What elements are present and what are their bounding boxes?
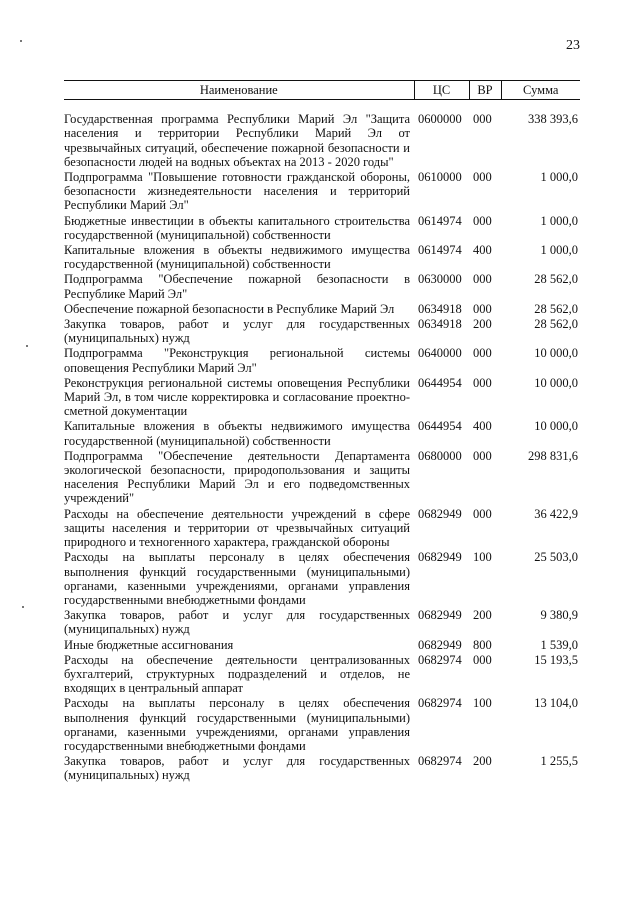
row-vr-code: 000 xyxy=(473,112,492,127)
row-cs-code: 0682974 xyxy=(418,754,462,769)
row-cs-code: 0600000 xyxy=(418,112,462,127)
row-sum: 28 562,0 xyxy=(534,317,578,332)
row-cs-code: 0640000 xyxy=(418,346,462,361)
table-row xyxy=(64,696,580,754)
row-cs-code: 0682974 xyxy=(418,696,462,711)
table-row xyxy=(64,243,580,272)
table-row xyxy=(64,608,580,637)
page-number: 23 xyxy=(566,38,580,53)
row-name: Государственная программа Республики Марий Эл "Защита населения и территории Республики Марий Эл от чрезвычайных ситуаций, обеспечение пожарной безопасности и безопасности людей на водных объектах на 2013 - 2020 годы" xyxy=(64,112,410,169)
row-name: Закупка товаров, работ и услуг для государственных (муниципальных) нужд xyxy=(64,608,410,637)
table-row xyxy=(64,317,580,346)
header-sum: Сумма xyxy=(501,81,580,100)
scan-speck xyxy=(26,345,28,347)
row-sum: 338 393,6 xyxy=(528,112,578,127)
row-sum: 298 831,6 xyxy=(528,448,578,463)
row-cs-code: 0630000 xyxy=(418,272,462,287)
row-vr-code: 400 xyxy=(473,419,492,434)
table-row xyxy=(64,170,580,214)
row-cs-code: 0682949 xyxy=(418,506,462,521)
row-vr-code: 000 xyxy=(473,346,492,361)
header-name: Наименование xyxy=(64,81,414,100)
row-sum: 1 255,5 xyxy=(540,754,578,769)
scan-speck xyxy=(22,606,24,608)
budget-table xyxy=(64,80,580,784)
table-row xyxy=(64,419,580,448)
row-sum: 1 000,0 xyxy=(540,243,578,258)
row-vr-code: 200 xyxy=(473,317,492,332)
row-cs-code: 0614974 xyxy=(418,243,462,258)
row-name: Капитальные вложения в объекты недвижимого имущества государственной (муниципальной) собственности xyxy=(64,419,410,448)
row-cs-code: 0682949 xyxy=(418,608,462,623)
scan-speck xyxy=(20,40,22,42)
table-row xyxy=(64,346,580,375)
row-vr-code: 200 xyxy=(473,608,492,623)
row-name: Подпрограмма "Обеспечение пожарной безопасности в Республике Марий Эл" xyxy=(64,272,410,301)
table-row xyxy=(64,112,580,170)
table-row xyxy=(64,214,580,243)
row-sum: 1 000,0 xyxy=(540,170,578,185)
row-cs-code: 0682949 xyxy=(418,637,462,652)
table-row xyxy=(64,550,580,608)
row-vr-code: 000 xyxy=(473,170,492,185)
table-header-row xyxy=(64,81,580,100)
row-vr-code: 000 xyxy=(473,448,492,463)
table-row xyxy=(64,449,580,507)
table-body xyxy=(64,100,580,784)
row-name: Расходы на выплаты персоналу в целях обеспечения выполнения функций государственными (муниципальными) органами, казенными учреждениями, органами управления государственными внебюджетными фондами xyxy=(64,696,410,753)
row-cs-code: 0634918 xyxy=(418,317,462,332)
row-name: Подпрограмма "Повышение готовности гражданской обороны, безопасности жизнедеятельности населения и территорий Республики Марий Эл" xyxy=(64,170,410,213)
row-vr-code: 000 xyxy=(473,301,492,316)
row-sum: 1 000,0 xyxy=(540,213,578,228)
row-sum: 15 193,5 xyxy=(534,652,578,667)
row-cs-code: 0682949 xyxy=(418,550,462,565)
row-cs-code: 0644954 xyxy=(418,375,462,390)
row-name: Иные бюджетные ассигнования xyxy=(64,637,234,652)
row-cs-code: 0680000 xyxy=(418,448,462,463)
row-vr-code: 800 xyxy=(473,637,492,652)
row-cs-code: 0634918 xyxy=(418,301,462,316)
row-name: Капитальные вложения в объекты недвижимого имущества государственной (муниципальной) собственности xyxy=(64,243,410,272)
row-name: Подпрограмма "Обеспечение деятельности Департамента экологической безопасности, природопользования и защиты населения Республики Марий Эл и его подведомственных учреждений" xyxy=(64,448,410,506)
row-sum: 1 539,0 xyxy=(540,637,578,652)
table-row xyxy=(64,653,580,697)
row-vr-code: 000 xyxy=(473,213,492,228)
row-name: Закупка товаров, работ и услуг для государственных (муниципальных) нужд xyxy=(64,754,410,783)
row-vr-code: 000 xyxy=(473,506,492,521)
row-cs-code: 0644954 xyxy=(418,419,462,434)
table-row xyxy=(64,272,580,301)
row-vr-code: 200 xyxy=(473,754,492,769)
row-cs-code: 0610000 xyxy=(418,170,462,185)
row-sum: 36 422,9 xyxy=(534,506,578,521)
row-vr-code: 100 xyxy=(473,696,492,711)
row-sum: 10 000,0 xyxy=(534,419,578,434)
row-name: Реконструкция региональной системы оповещения Республики Марий Эл, в том числе корректировка и согласование проектно-сметной документации xyxy=(64,375,410,419)
row-cs-code: 0614974 xyxy=(418,213,462,228)
row-vr-code: 100 xyxy=(473,550,492,565)
table-row xyxy=(64,376,580,420)
header-cs: ЦС xyxy=(414,81,469,100)
row-sum: 9 380,9 xyxy=(540,608,578,623)
row-name: Подпрограмма "Реконструкция региональной системы оповещения Республики Марий Эл" xyxy=(64,346,410,375)
table-row xyxy=(64,754,580,783)
table-row xyxy=(64,507,580,551)
row-vr-code: 000 xyxy=(473,652,492,667)
row-sum: 28 562,0 xyxy=(534,272,578,287)
row-vr-code: 400 xyxy=(473,243,492,258)
row-vr-code: 000 xyxy=(473,375,492,390)
table-row xyxy=(64,302,580,317)
row-sum: 25 503,0 xyxy=(534,550,578,565)
row-name: Расходы на обеспечение деятельности учреждений в сфере защиты населения и территории от чрезвычайных ситуаций природного и техногенного характера, гражданской обороны xyxy=(64,506,410,550)
row-sum: 10 000,0 xyxy=(534,375,578,390)
row-name: Расходы на выплаты персоналу в целях обеспечения выполнения функций государственными (муниципальными) органами, казенными учреждениями, органами управления государственными внебюджетными фондами xyxy=(64,550,410,607)
row-name: Бюджетные инвестиции в объекты капитального строительства государственной (муниципальной) собственности xyxy=(64,213,410,242)
table-spacer xyxy=(64,100,580,113)
row-sum: 10 000,0 xyxy=(534,346,578,361)
row-name: Расходы на обеспечение деятельности централизованных бухгалтерий, структурных подразделений и отделов, не входящих в центральный аппарат xyxy=(64,652,410,696)
header-vr: ВР xyxy=(469,81,501,100)
row-cs-code: 0682974 xyxy=(418,652,462,667)
row-sum: 28 562,0 xyxy=(534,301,578,316)
row-sum: 13 104,0 xyxy=(534,696,578,711)
row-vr-code: 000 xyxy=(473,272,492,287)
row-name: Обеспечение пожарной безопасности в Республике Марий Эл xyxy=(64,301,395,316)
row-name: Закупка товаров, работ и услуг для государственных (муниципальных) нужд xyxy=(64,317,410,346)
table-row xyxy=(64,638,580,653)
